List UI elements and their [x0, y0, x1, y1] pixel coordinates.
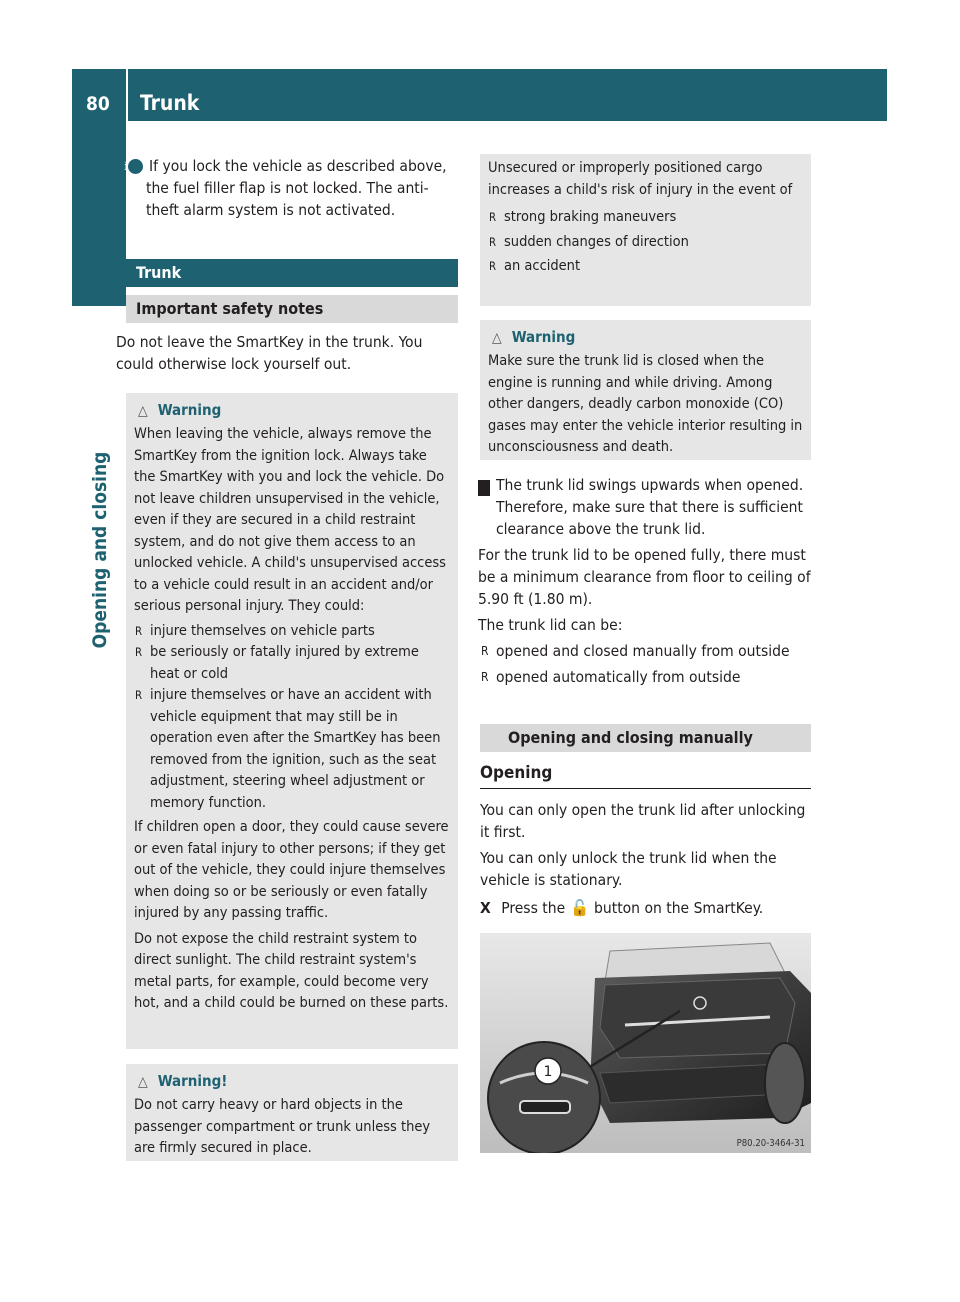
cargo-risk-list: [488, 207, 803, 278]
subsection-title-safety: Important safety notes: [126, 295, 458, 323]
trunk-can-be-text: The trunk lid can be:: [478, 616, 623, 634]
page-number: 80: [86, 93, 110, 115]
warning-title: △ Warning: [488, 326, 803, 349]
unlock-icon: 🔓: [569, 899, 590, 917]
warning-text: Do not carry heavy or hard objects in the passenger compartment or trunk unless they are firmly secured in place.: [134, 1097, 431, 1156]
warning-text: When leaving the vehicle, always remove the SmartKey from the ignition lock. Always take the SmartKey with you and lock the vehicle. Do not leave children unsupervised in the vehicle, even if they are secured in a child restraint system, and do not give them access to an unlocked vehicle. A child's unsupervised access to a vehicle could result in an accident and/or serious personal injury. They could:: [134, 426, 446, 614]
list-item: R be seriously or fatally injured by extreme heat or cold: [134, 642, 450, 685]
cargo-risk-text: Unsecured or improperly positioned cargo increases a child's risk of injury in the event of: [488, 160, 793, 198]
figure-callout: 1: [543, 1064, 553, 1080]
list-item: R injure themselves or have an accident with vehicle equipment that may still be in operation even after the SmartKey has been removed from the ignition, such as the seat adjustment, steering wheel adjustment or memory function.: [134, 685, 450, 814]
warning-paragraph: Do not expose the child restraint system to direct sunlight. The child restraint system's metal parts, for example, could become very hot, and a child could be burned on these parts.: [134, 930, 449, 1011]
notice-text: ! The trunk lid swings upwards when opened. Therefore, make sure that there is sufficient clearance above the trunk lid.: [472, 476, 804, 538]
subheading-opening: Opening: [480, 760, 811, 789]
warning-box-cargo: [126, 1064, 458, 1161]
opening-paragraph: You can only unlock the trunk lid when the vehicle is stationary.: [480, 849, 777, 889]
cargo-risk-box: [480, 154, 811, 306]
left-column: [116, 155, 460, 221]
list-item: R opened and closed manually from outside: [480, 640, 811, 662]
header-divider: [126, 69, 128, 121]
list-item: R injure themselves on vehicle parts: [134, 621, 450, 643]
figure-caption: P80.20-3464-31: [736, 1138, 805, 1149]
section-title-trunk: Trunk: [126, 259, 458, 287]
opening-paragraph: You can only open the trunk lid after unlocking it first.: [480, 801, 806, 841]
left-column-body: [116, 259, 458, 1161]
warning-triangle-icon: △: [492, 330, 502, 346]
warning-title: △ Warning!: [134, 1070, 450, 1093]
trunk-figure: [480, 933, 811, 1153]
info-icon: i: [128, 159, 143, 174]
list-item: R sudden changes of direction: [488, 232, 803, 254]
info-note: i If you lock the vehicle as described above, the fuel filler flap is not locked. The anti-theft alarm system is not activated.: [124, 157, 447, 219]
clearance-text: For the trunk lid to be opened fully, there must be a minimum clearance from floor to ceiling of 5.90 ft (1.80 m).: [478, 546, 811, 608]
warning-triangle-icon: △: [138, 1074, 148, 1090]
warning-title: △ Warning: [134, 399, 450, 422]
exclamation-icon: !: [478, 480, 490, 496]
car-illustration: [480, 933, 811, 1153]
instruction-step: X Press the 🔓 button on the SmartKey.: [480, 897, 811, 919]
warning-bullet-list: [134, 621, 450, 815]
warning-triangle-icon: △: [138, 403, 148, 419]
intro-text: Do not leave the SmartKey in the trunk. You could otherwise lock yourself out.: [116, 333, 423, 373]
page-title: Trunk: [140, 91, 200, 115]
right-column: [472, 154, 811, 919]
warning-box-co: [480, 320, 811, 460]
warning-text: Make sure the trunk lid is closed when the engine is running and while driving. Among other dangers, deadly carbon monoxide (CO) gases may enter the vehicle interior resulting in unconsciousness and death.: [488, 353, 803, 455]
warning-paragraph: If children open a door, they could cause severe or even fatal injury to other persons; if they get out of the vehicle, they could injure themselves when doing so or be seriously or even fatally injured by any passing traffic.: [134, 819, 449, 921]
list-item: R opened automatically from outside: [480, 666, 811, 688]
list-item: R strong braking maneuvers: [488, 207, 803, 229]
side-label-text: Opening and closing: [89, 451, 111, 649]
section-title-opening-closing: Opening and closing manually: [480, 724, 811, 752]
warning-box-children: [126, 393, 458, 1049]
list-item: R an accident: [488, 256, 803, 278]
trunk-options-list: [480, 640, 811, 688]
